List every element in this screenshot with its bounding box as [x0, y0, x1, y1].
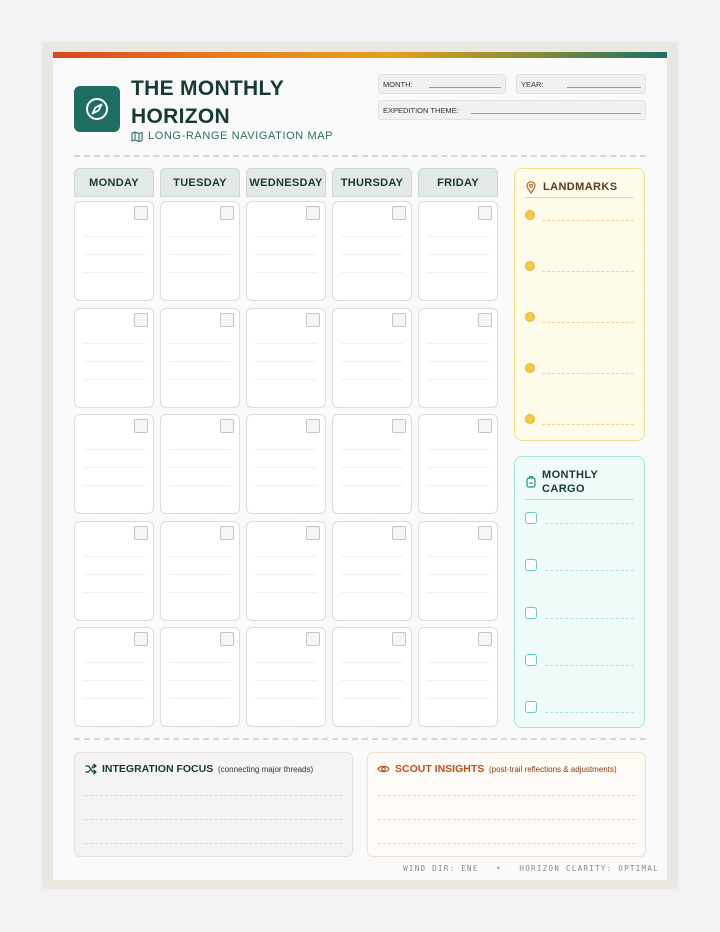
cell-rule-line: [169, 343, 231, 344]
landmarks-title-rule: [525, 197, 634, 198]
landmarks-panel: [514, 168, 645, 441]
month-label: MONTH:: [383, 79, 413, 89]
day-cell[interactable]: [160, 308, 240, 408]
cell-rule-line: [427, 467, 489, 468]
compass-logo: [74, 86, 120, 132]
cargo-title-rule: [525, 499, 634, 500]
cell-rule-line: [83, 592, 145, 593]
day-checkbox[interactable]: [478, 526, 492, 540]
cell-rule-line: [341, 485, 403, 486]
page-title: THE MONTHLY HORIZON: [131, 77, 284, 128]
day-checkbox[interactable]: [478, 206, 492, 220]
cell-rule-line: [427, 574, 489, 575]
cell-rule-line: [255, 485, 317, 486]
month-write-line: [429, 87, 501, 88]
day-checkbox[interactable]: [134, 206, 148, 220]
cell-rule-line: [427, 662, 489, 663]
day-cell[interactable]: [418, 414, 498, 514]
cell-rule-line: [341, 236, 403, 237]
backpack-icon: [526, 475, 536, 488]
cell-rule-line: [83, 236, 145, 237]
scout-title: SCOUT INSIGHTS: [395, 763, 485, 775]
cell-rule-line: [255, 467, 317, 468]
day-cell[interactable]: [160, 627, 240, 727]
writing-line: [85, 819, 342, 820]
cargo-write-line[interactable]: [545, 665, 634, 666]
gradient-top-bar: [53, 52, 667, 58]
day-checkbox[interactable]: [392, 313, 406, 327]
compass-icon: [84, 96, 110, 122]
cell-rule-line: [255, 272, 317, 273]
cell-rule-line: [341, 680, 403, 681]
cell-rule-line: [341, 662, 403, 663]
day-cell[interactable]: [418, 521, 498, 621]
day-checkbox[interactable]: [392, 526, 406, 540]
cell-rule-line: [255, 254, 317, 255]
day-cell[interactable]: [246, 201, 326, 301]
day-cell[interactable]: [246, 308, 326, 408]
cell-rule-line: [83, 680, 145, 681]
cell-rule-line: [341, 449, 403, 450]
cell-rule-line: [341, 272, 403, 273]
cell-rule-line: [341, 467, 403, 468]
day-checkbox[interactable]: [134, 632, 148, 646]
cell-rule-line: [169, 467, 231, 468]
cargo-write-line[interactable]: [545, 570, 634, 571]
day-checkbox[interactable]: [478, 419, 492, 433]
cell-rule-line: [169, 680, 231, 681]
day-cell[interactable]: [246, 521, 326, 621]
cell-rule-line: [83, 343, 145, 344]
cell-rule-line: [255, 361, 317, 362]
cell-rule-line: [341, 254, 403, 255]
day-checkbox[interactable]: [392, 632, 406, 646]
integration-focus-box: [74, 752, 353, 857]
cell-rule-line: [169, 662, 231, 663]
day-checkbox[interactable]: [220, 632, 234, 646]
eye-icon: [377, 764, 390, 774]
cell-rule-line: [427, 343, 489, 344]
map-icon: [131, 131, 143, 142]
cargo-checkbox[interactable]: [525, 607, 537, 619]
cell-rule-line: [341, 379, 403, 380]
planner-page: [53, 52, 667, 880]
writing-line: [378, 819, 635, 820]
day-cell[interactable]: [74, 627, 154, 727]
year-field[interactable]: [516, 74, 646, 94]
cell-rule-line: [255, 680, 317, 681]
cell-rule-line: [427, 379, 489, 380]
cargo-title: [542, 468, 598, 496]
cell-rule-line: [255, 574, 317, 575]
day-checkbox[interactable]: [306, 526, 320, 540]
cargo-write-line[interactable]: [545, 523, 634, 524]
cell-rule-line: [169, 698, 231, 699]
cell-rule-line: [83, 272, 145, 273]
header-divider: [74, 155, 646, 157]
cargo-write-line[interactable]: [545, 618, 634, 619]
day-checkbox[interactable]: [392, 419, 406, 433]
day-checkbox[interactable]: [220, 313, 234, 327]
year-write-line: [567, 87, 641, 88]
cell-rule-line: [83, 698, 145, 699]
cell-rule-line: [169, 485, 231, 486]
day-checkbox[interactable]: [134, 526, 148, 540]
day-checkbox[interactable]: [220, 419, 234, 433]
cargo-checkbox[interactable]: [525, 654, 537, 666]
cell-rule-line: [83, 379, 145, 380]
month-field[interactable]: [378, 74, 506, 94]
expedition-theme-field[interactable]: [378, 100, 646, 120]
page-footer: [403, 864, 659, 873]
year-label: YEAR:: [521, 79, 544, 89]
cargo-title-line1: MONTHLY: [542, 469, 599, 481]
cell-rule-line: [169, 574, 231, 575]
day-checkbox[interactable]: [306, 206, 320, 220]
day-cell[interactable]: [246, 627, 326, 727]
day-cell[interactable]: [74, 521, 154, 621]
landmark-write-line[interactable]: [542, 373, 634, 374]
cell-rule-line: [427, 556, 489, 557]
day-checkbox[interactable]: [134, 313, 148, 327]
day-cell[interactable]: [74, 308, 154, 408]
cell-rule-line: [255, 343, 317, 344]
cell-rule-line: [169, 379, 231, 380]
day-header-friday: FRIDAY: [418, 168, 498, 197]
cell-rule-line: [341, 556, 403, 557]
cell-rule-line: [341, 343, 403, 344]
footer-clarity: HORIZON CLARITY: OPTIMAL: [519, 864, 659, 873]
cell-rule-line: [427, 236, 489, 237]
landmarks-title: LANDMARKS: [543, 181, 618, 193]
cell-rule-line: [255, 236, 317, 237]
day-header-wednesday: WEDNESDAY: [246, 168, 326, 197]
writing-line: [85, 795, 342, 796]
day-checkbox[interactable]: [220, 206, 234, 220]
day-cell[interactable]: [332, 201, 412, 301]
day-header-thursday: THURSDAY: [332, 168, 412, 197]
cell-rule-line: [83, 467, 145, 468]
cell-rule-line: [169, 556, 231, 557]
theme-label: EXPEDITION THEME:: [383, 105, 459, 115]
cell-rule-line: [169, 592, 231, 593]
writing-line: [378, 795, 635, 796]
cell-rule-line: [255, 592, 317, 593]
footer-separator: •: [496, 864, 502, 873]
cell-rule-line: [169, 254, 231, 255]
day-header-monday: MONDAY: [74, 168, 154, 197]
day-checkbox[interactable]: [478, 313, 492, 327]
day-cell[interactable]: [332, 308, 412, 408]
day-checkbox[interactable]: [478, 632, 492, 646]
cell-rule-line: [255, 556, 317, 557]
day-cell[interactable]: [418, 201, 498, 301]
cell-rule-line: [341, 698, 403, 699]
cell-rule-line: [341, 574, 403, 575]
day-checkbox[interactable]: [306, 632, 320, 646]
day-checkbox[interactable]: [306, 313, 320, 327]
cell-rule-line: [83, 254, 145, 255]
landmark-write-line[interactable]: [542, 220, 634, 221]
day-checkbox[interactable]: [306, 419, 320, 433]
cell-rule-line: [169, 272, 231, 273]
day-cell[interactable]: [332, 521, 412, 621]
cargo-checkbox[interactable]: [525, 701, 537, 713]
cell-rule-line: [427, 485, 489, 486]
cell-rule-line: [169, 449, 231, 450]
landmark-bullet: [525, 363, 535, 373]
day-cell[interactable]: [74, 414, 154, 514]
cell-rule-line: [255, 449, 317, 450]
cell-rule-line: [427, 272, 489, 273]
day-checkbox[interactable]: [220, 526, 234, 540]
cell-rule-line: [83, 361, 145, 362]
cell-rule-line: [341, 361, 403, 362]
writing-line: [85, 843, 342, 844]
day-cell[interactable]: [418, 627, 498, 727]
day-cell[interactable]: [418, 308, 498, 408]
day-cell[interactable]: [160, 521, 240, 621]
landmark-bullet: [525, 210, 535, 220]
cell-rule-line: [427, 592, 489, 593]
cargo-checkbox[interactable]: [525, 559, 537, 571]
cell-rule-line: [427, 254, 489, 255]
cell-rule-line: [83, 485, 145, 486]
scout-hint: (post-trail reflections & adjustments): [489, 765, 617, 774]
landmark-bullet: [525, 312, 535, 322]
footer-wind: WIND DIR: ENE: [403, 864, 479, 873]
landmark-write-line[interactable]: [542, 322, 634, 323]
day-cell[interactable]: [246, 414, 326, 514]
cell-rule-line: [255, 662, 317, 663]
landmark-bullet: [525, 414, 535, 424]
cargo-title-line2: CARGO: [542, 483, 585, 495]
cell-rule-line: [169, 361, 231, 362]
theme-write-line: [471, 113, 641, 114]
day-checkbox[interactable]: [134, 419, 148, 433]
cell-rule-line: [255, 379, 317, 380]
shuffle-icon: [85, 763, 97, 775]
cell-rule-line: [169, 236, 231, 237]
pin-icon: [526, 181, 536, 194]
cell-rule-line: [255, 698, 317, 699]
cell-rule-line: [83, 449, 145, 450]
cell-rule-line: [83, 662, 145, 663]
day-cell[interactable]: [332, 414, 412, 514]
landmark-write-line[interactable]: [542, 424, 634, 425]
subtitle-text: LONG-RANGE NAVIGATION MAP: [148, 130, 334, 142]
day-header-tuesday: TUESDAY: [160, 168, 240, 197]
integration-hint: (connecting major threads): [218, 765, 314, 774]
scout-insights-box: [367, 752, 646, 857]
cell-rule-line: [427, 680, 489, 681]
day-checkbox[interactable]: [392, 206, 406, 220]
cell-rule-line: [427, 449, 489, 450]
landmark-write-line[interactable]: [542, 271, 634, 272]
cargo-write-line[interactable]: [545, 712, 634, 713]
cargo-checkbox[interactable]: [525, 512, 537, 524]
writing-line: [378, 843, 635, 844]
day-cell[interactable]: [160, 201, 240, 301]
cargo-panel: [514, 456, 645, 728]
day-cell[interactable]: [74, 201, 154, 301]
cell-rule-line: [341, 592, 403, 593]
notes-divider: [74, 738, 646, 740]
day-cell[interactable]: [160, 414, 240, 514]
day-cell[interactable]: [332, 627, 412, 727]
cell-rule-line: [427, 361, 489, 362]
cell-rule-line: [427, 698, 489, 699]
cell-rule-line: [83, 574, 145, 575]
landmark-bullet: [525, 261, 535, 271]
page-subtitle: [131, 130, 333, 142]
integration-title: INTEGRATION FOCUS: [102, 763, 214, 775]
cell-rule-line: [83, 556, 145, 557]
